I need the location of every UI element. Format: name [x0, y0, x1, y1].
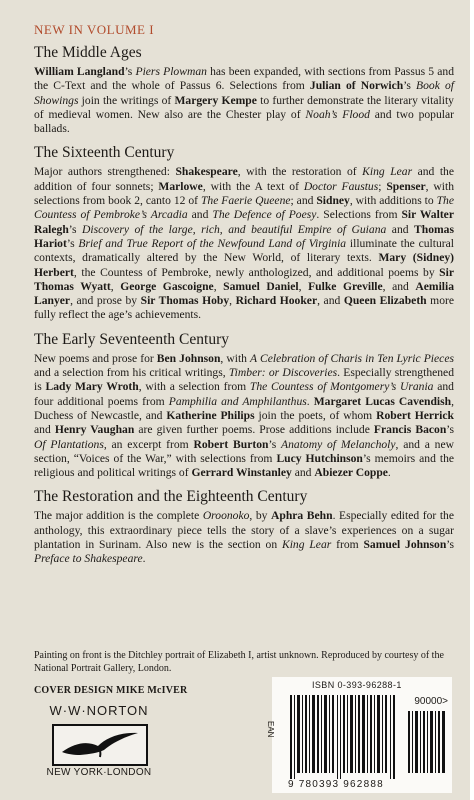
- section-title: The Middle Ages: [34, 44, 142, 61]
- author-name: Katherine Philips: [166, 408, 255, 422]
- work-title: King Lear: [281, 538, 332, 552]
- body-text: join the writings of: [78, 93, 175, 107]
- content-column: [34, 22, 454, 575]
- body-text: , with: [220, 351, 251, 365]
- section-title: The Early Seventeenth Century: [34, 330, 229, 348]
- section-body: [34, 509, 454, 566]
- work-title: The Countess of Pembroke’s Arcadia: [34, 194, 454, 222]
- body-text: . Especially edited for the anthology, this extraordinary piece tells the story of a slave’s experiences on a sugar plantation in Surinam. Also new is the section on: [34, 509, 454, 552]
- work-title: The Faerie Queene: [200, 194, 291, 208]
- body-text: illuminate the cultural contexts, dramatically altered by the New World, of literary texts.: [34, 236, 455, 265]
- addon-barcode-icon: [408, 711, 446, 773]
- author-name: Sir Thomas Wyatt: [34, 265, 454, 293]
- author-name: Julian of Norwich: [309, 79, 404, 93]
- work-title: Preface to Shakespeare: [34, 552, 143, 566]
- body-text: and four additional poems from: [34, 380, 454, 408]
- body-text: ,: [213, 279, 224, 293]
- section-title: The Restoration and the Eighteenth Century: [34, 488, 308, 506]
- body-text: ’s: [124, 65, 136, 78]
- body-text: , Duchess of Newcastle, and: [34, 394, 455, 422]
- body-text: , with a selection from: [138, 380, 250, 394]
- work-title: Noah’s Flood: [305, 107, 370, 121]
- author-name: Mary (Sidney) Herbert: [34, 251, 454, 279]
- body-text: and: [291, 466, 315, 480]
- author-name: Henry Vaughan: [54, 423, 135, 437]
- author-name: Richard Hooker: [235, 294, 318, 308]
- author-name: Robert Herrick: [376, 408, 454, 422]
- body-text: , and: [382, 279, 416, 293]
- work-title: King Lear: [362, 165, 413, 179]
- author-name: Queen Elizabeth: [343, 294, 427, 308]
- author-name: Aphra Behn: [271, 509, 333, 523]
- body-text: more fully reflect the age’s achievements.: [34, 294, 454, 322]
- barcode-block: [266, 677, 452, 793]
- body-text: ,: [110, 279, 121, 293]
- work-title: Oroonoko: [202, 509, 250, 523]
- author-name: Marlowe: [158, 179, 203, 193]
- body-text: ;: [378, 179, 387, 193]
- body-text: The major addition is the complete: [34, 509, 203, 523]
- ean-label: EAN: [266, 721, 275, 738]
- author-name: Margaret Lucas Cavendish: [313, 394, 452, 408]
- author-name: Samuel Daniel: [223, 279, 299, 293]
- section-sixteenth-century: [34, 144, 454, 322]
- section-early-seventeenth-century: [34, 331, 454, 481]
- body-text: and: [187, 208, 213, 222]
- body-text: , the Countess of Pembroke, newly anthologized, and additional poems by: [73, 265, 440, 279]
- author-name: Spenser: [386, 179, 426, 193]
- work-title: Discovery of the large, rich, and beautiful Empire of Guiana: [82, 222, 387, 236]
- body-text: and two popular ballads.: [34, 107, 454, 136]
- author-name: Thomas Hariot: [34, 222, 454, 250]
- author-name: Sidney: [316, 194, 350, 208]
- body-text: has been expanded, with sections from Passus 5 and the C-Text and the whole of Passus 6. Selections from: [34, 65, 454, 93]
- work-title: The Countess of Montgomery’s Urania: [249, 380, 434, 394]
- author-name: Aemilia Lanyer: [34, 279, 455, 308]
- body-text: and a selection from his critical writings,: [34, 366, 229, 380]
- author-name: Margery Kempe: [174, 93, 257, 107]
- body-text: and: [34, 423, 55, 437]
- body-text: ’s: [66, 236, 79, 250]
- work-title: Doctor Faustus: [303, 179, 379, 193]
- body-text: , by: [249, 509, 272, 523]
- work-title: Of Plantations: [34, 437, 104, 451]
- section-title: The Sixteenth Century: [34, 144, 175, 162]
- page-edge: [470, 0, 474, 800]
- barcode-number: 9 780393 962888: [288, 779, 384, 790]
- author-name: Ben Johnson: [156, 351, 221, 365]
- seagull-icon: [52, 724, 148, 766]
- body-text: ,: [298, 279, 309, 293]
- body-text: ’s: [446, 538, 454, 552]
- body-text: New poems and prose for: [34, 351, 157, 365]
- body-text: are given further poems. Prose additions include: [134, 423, 374, 437]
- section-middle-ages: [34, 44, 454, 136]
- body-text: ’s: [446, 423, 455, 437]
- author-name: Lucy Hutchinson: [276, 451, 363, 465]
- body-text: Major authors strengthened:: [34, 165, 176, 179]
- body-text: .: [387, 466, 391, 480]
- author-name: Francis Bacon: [373, 423, 447, 437]
- body-text: , and prose by: [70, 294, 141, 308]
- author-name: Fulke Greville: [308, 279, 383, 293]
- section-body: [34, 352, 454, 481]
- body-text: .: [142, 552, 146, 566]
- publisher-place: NEW YORK·LONDON: [46, 767, 152, 778]
- isbn: ISBN 0-393-96288-1: [312, 680, 402, 690]
- publisher-name: W·W·NORTON: [49, 703, 149, 718]
- body-text: . Especially strengthened is: [34, 366, 454, 394]
- body-text: , with selections from book 2, canto 12 of: [34, 179, 454, 208]
- section-body: [34, 65, 454, 136]
- body-text: , an excerpt from: [103, 437, 194, 451]
- body-text: , and a new section, “Voices of the War,” with selections from: [34, 437, 454, 465]
- author-name: Robert Burton: [193, 437, 269, 451]
- work-title: Pamphilia and Amphilanthus: [168, 394, 307, 408]
- body-text: ,: [229, 294, 236, 308]
- author-name: Sir Thomas Hoby: [140, 294, 230, 308]
- work-title: Book of Showings: [34, 79, 454, 107]
- work-title: The Defence of Poesy: [212, 208, 317, 222]
- body-text: ’s memoirs and the religious and political writings of: [34, 451, 455, 480]
- barcode-icon: [290, 695, 396, 779]
- body-text: from: [331, 538, 364, 552]
- author-name: Gerrard Winstanley: [191, 466, 292, 480]
- painting-credits: Painting on front is the Ditchley portrait of Elizabeth I, artist unknown. Reproduced by courtesy of the National Portrait Gallery, London.: [34, 650, 444, 674]
- work-title: Timber: or Discoveries: [228, 366, 338, 380]
- body-text: join the poets, of whom: [254, 408, 377, 422]
- author-name: Shakespeare: [175, 165, 238, 179]
- author-name: Samuel Johnson: [363, 538, 447, 552]
- body-text: ’s: [68, 222, 83, 236]
- body-text: to further demonstrate the literary vitality of medieval women. New also are the Chester play of: [34, 93, 454, 121]
- author-name: Abiezer Coppe: [314, 466, 388, 480]
- section-restoration-eighteenth-century: [34, 488, 454, 566]
- work-title: Anatomy of Melancholy: [281, 437, 396, 451]
- price-code: 90000>: [414, 696, 448, 707]
- body-text: , with additions to: [349, 194, 437, 208]
- body-text: .: [306, 394, 314, 408]
- body-text: . Selections from: [316, 208, 402, 222]
- body-text: and: [386, 222, 415, 236]
- body-text: , with the restoration of: [237, 165, 363, 179]
- work-title: Brief and True Report of the Newfound Land of Virginia: [78, 236, 347, 250]
- author-name: Lady Mary Wroth: [45, 380, 139, 394]
- body-text: ’s: [403, 79, 417, 93]
- body-text: , and: [317, 294, 344, 308]
- body-text: ’s: [268, 437, 282, 451]
- body-text: ; and: [290, 194, 317, 208]
- cover-design-credit: COVER DESIGN MIKE McIVER: [34, 685, 188, 696]
- author-name: George Gascoigne: [120, 279, 214, 293]
- author-name: Sir Walter Ralegh: [34, 208, 454, 236]
- body-text: and the addition of four sonnets;: [34, 165, 454, 193]
- publisher-logo: [34, 703, 164, 787]
- author-name: William Langland: [34, 65, 125, 78]
- work-title: A Celebration of Charis in Ten Lyric Pieces: [250, 351, 454, 365]
- section-body: [34, 165, 454, 322]
- body-text: , with the A text of: [202, 179, 304, 193]
- work-title: Piers Plowman: [135, 65, 207, 78]
- new-in-volume-header: NEW IN VOLUME I: [34, 22, 155, 37]
